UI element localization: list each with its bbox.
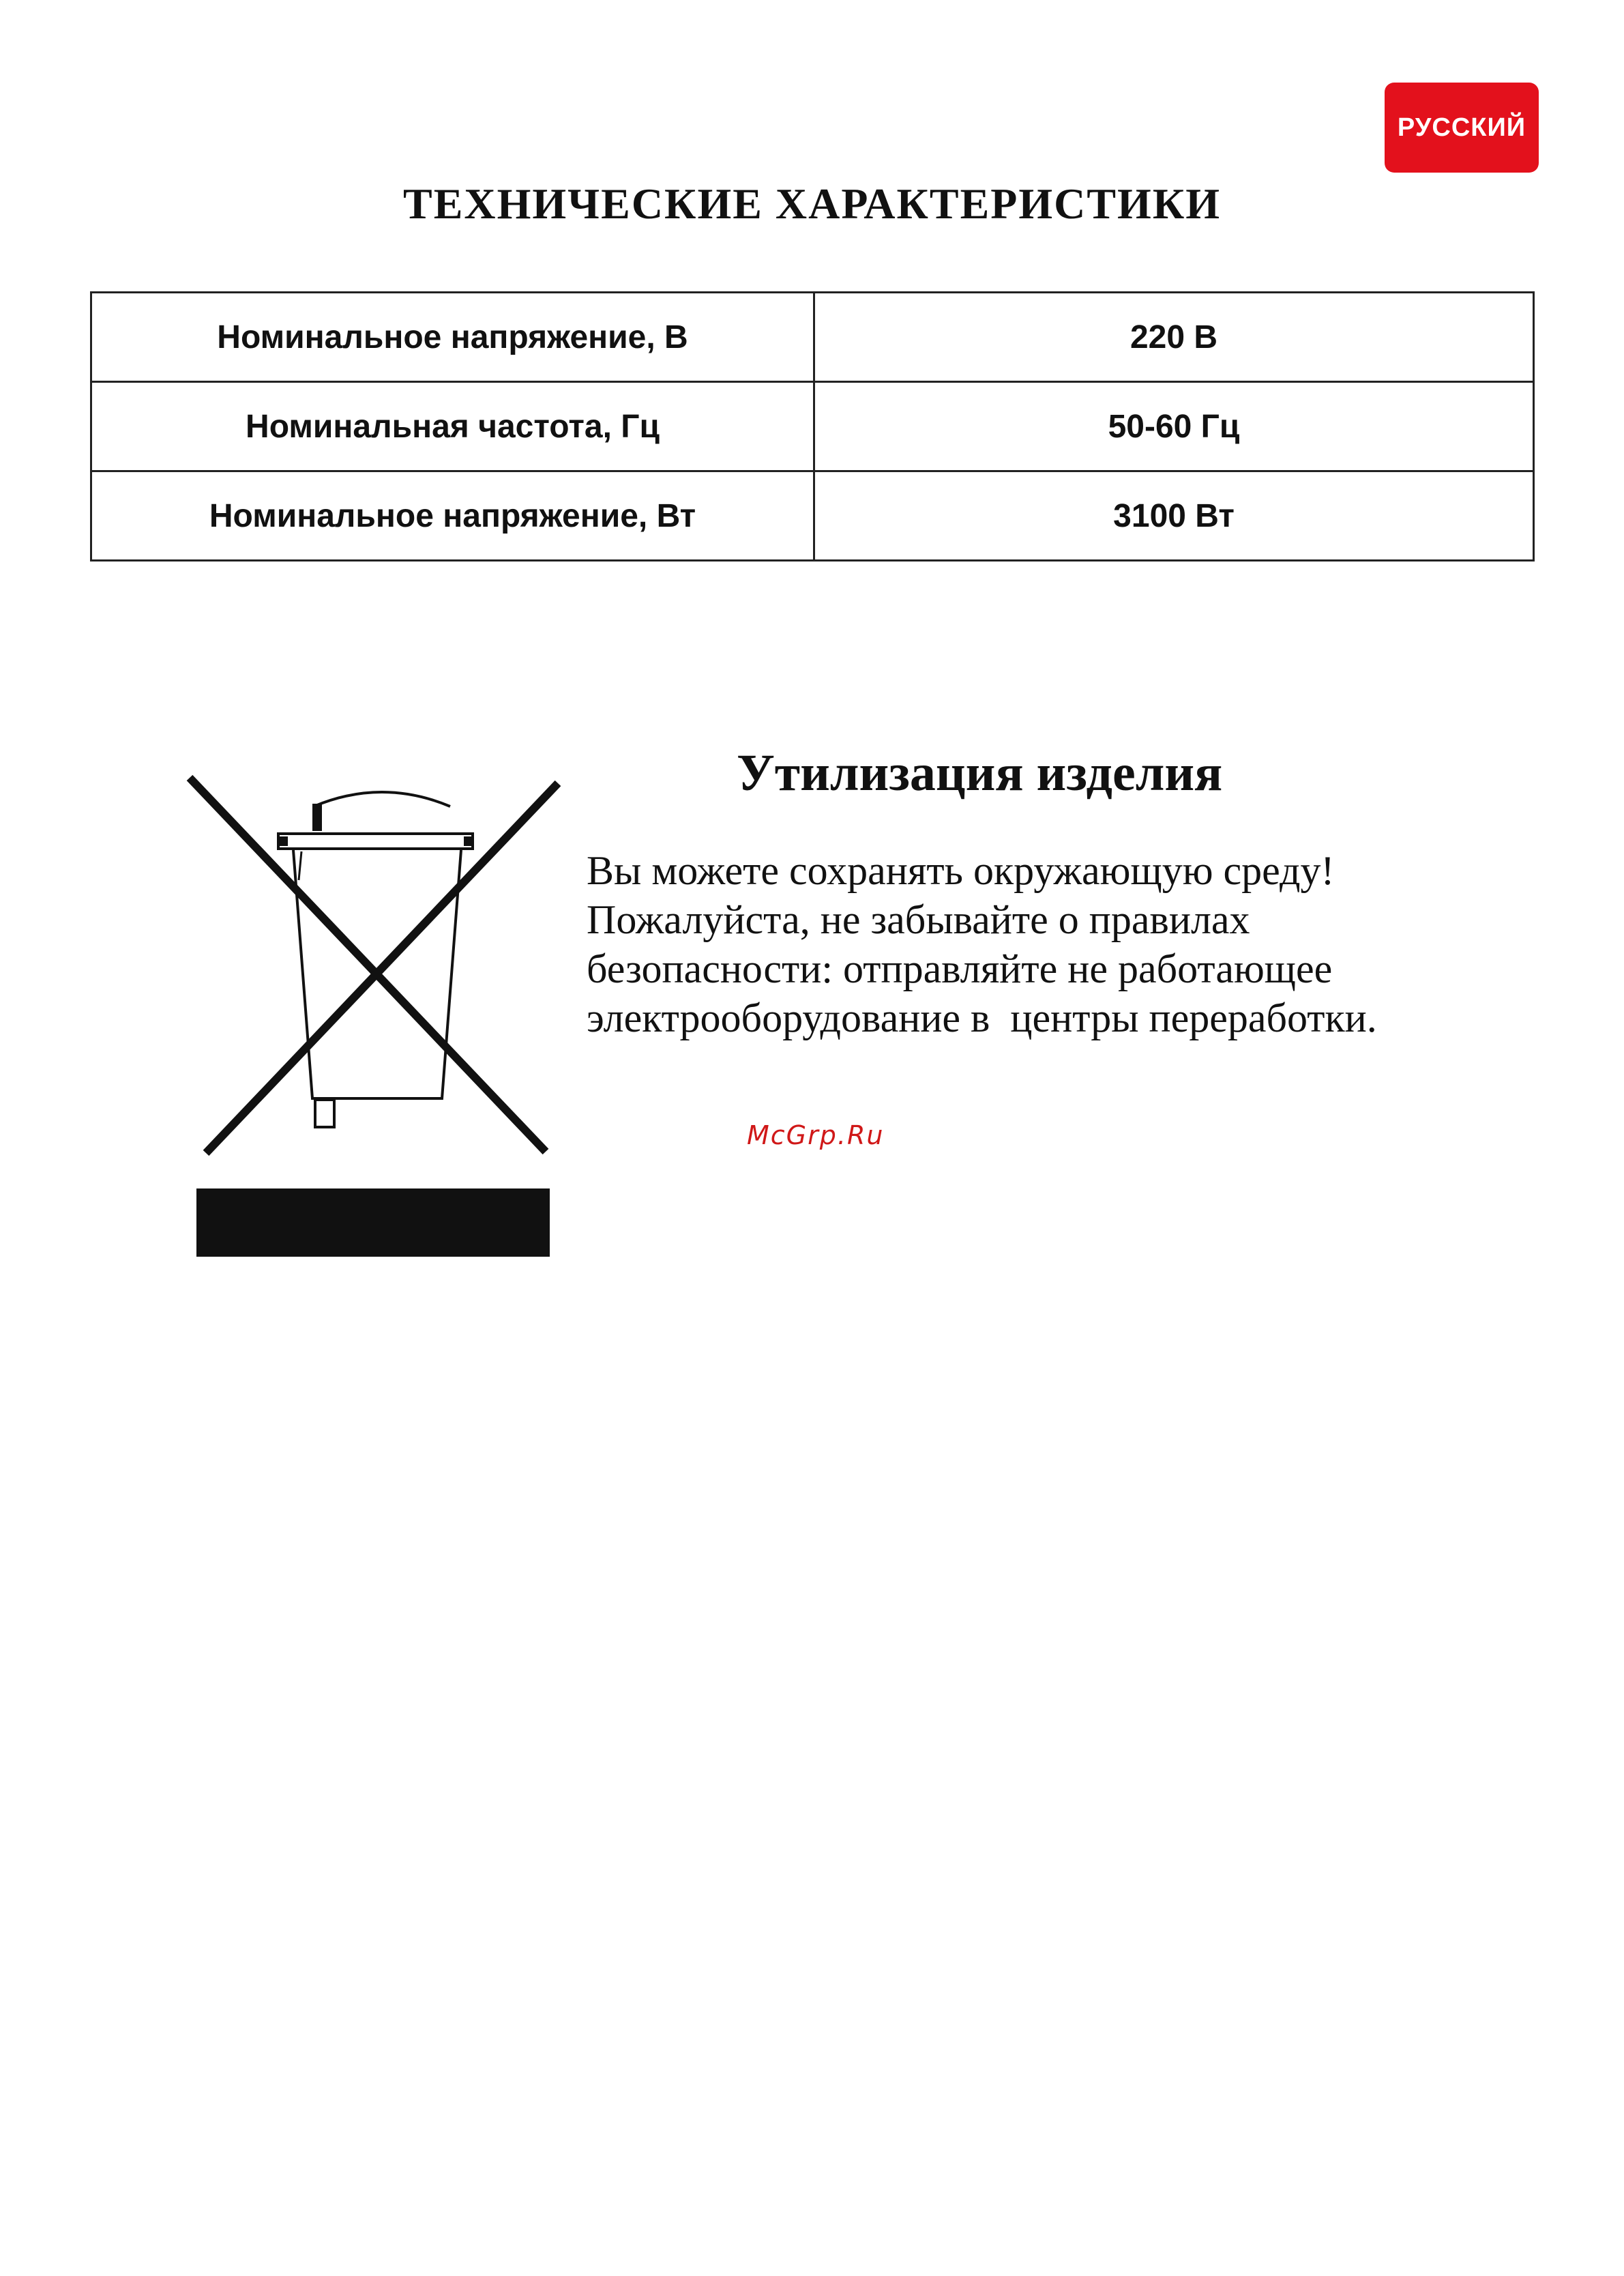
spec-param: Номинальное напряжение, В	[91, 293, 814, 382]
crossed-out-wheelie-bin-icon	[184, 771, 566, 1262]
watermark: McGrp.Ru	[747, 1120, 885, 1150]
spec-value: 3100 Вт	[814, 471, 1534, 561]
spec-value: 220 В	[814, 293, 1534, 382]
spec-param: Номинальное напряжение, Вт	[91, 471, 814, 561]
disposal-line: электрооборудование в центры переработки.	[587, 995, 1377, 1040]
table-row	[91, 471, 1534, 561]
page-title: ТЕХНИЧЕСКИЕ ХАРАКТЕРИСТИКИ	[403, 179, 1221, 228]
table-row	[91, 382, 1534, 471]
disposal-paragraph	[587, 846, 1555, 1042]
disposal-line: Вы можете сохранять окружающую среду!	[587, 848, 1335, 893]
disposal-title: Утилизация изделия	[737, 744, 1223, 802]
spec-value: 50-60 Гц	[814, 382, 1534, 471]
language-badge: РУССКИЙ	[1385, 83, 1539, 173]
disposal-line: Пожалуйста, не забывайте о правилах	[587, 897, 1250, 942]
specifications-table	[90, 291, 1535, 561]
disposal-line: безопасности: отправляйте не работающее	[587, 946, 1333, 991]
table-row	[91, 293, 1534, 382]
spec-param: Номинальная частота, Гц	[91, 382, 814, 471]
